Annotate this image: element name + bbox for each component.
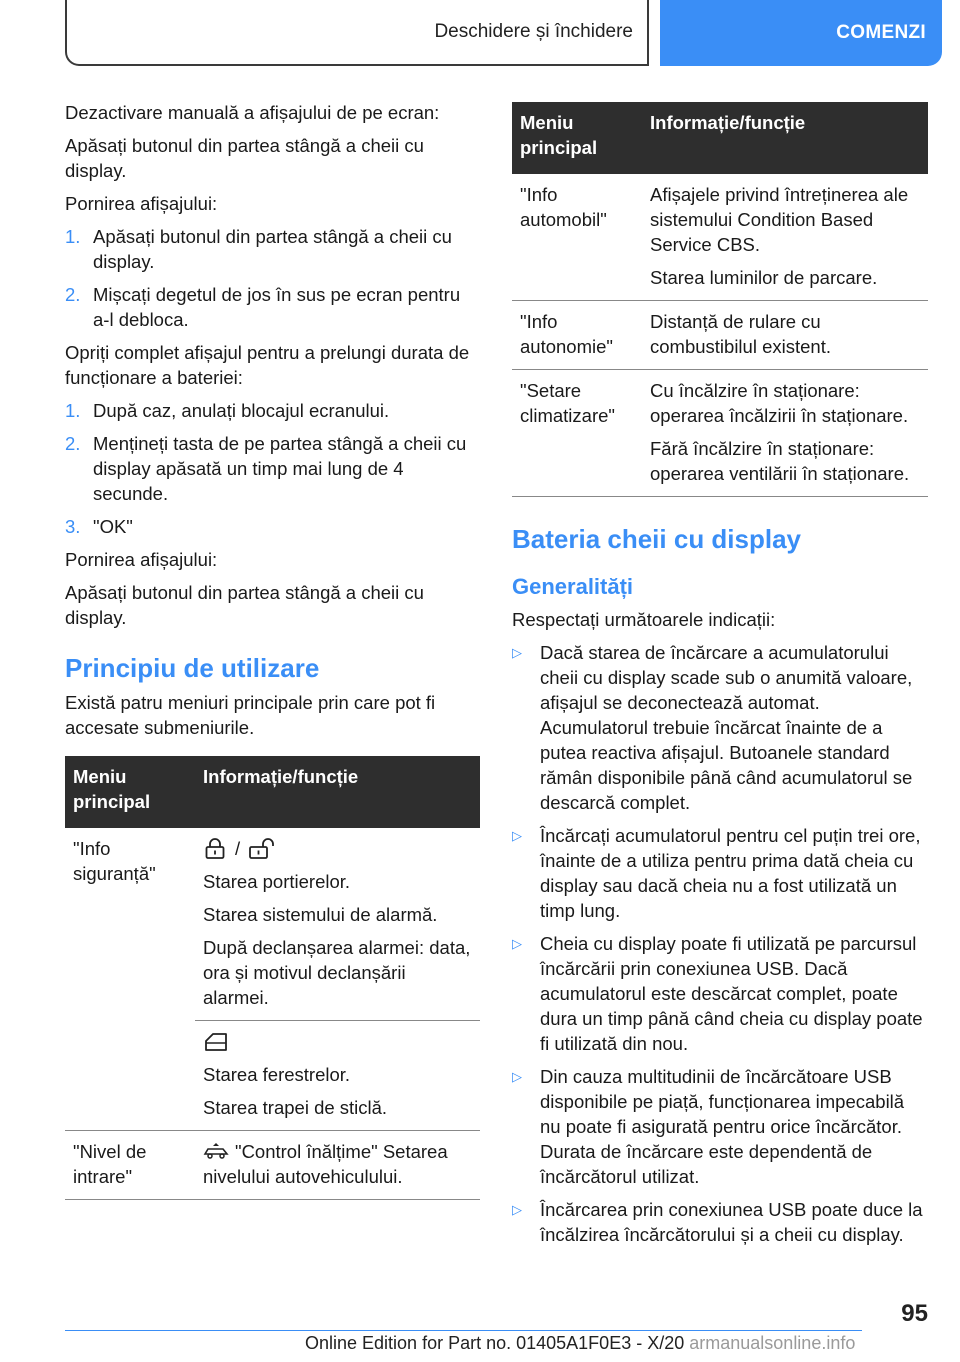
page-number: 95 — [901, 1300, 928, 1327]
list-item — [512, 823, 928, 923]
list-text: Apăsați butonul din partea stângă a cheii cu display. — [93, 226, 452, 272]
footer-edition — [305, 1333, 855, 1354]
right-column — [512, 102, 928, 1255]
paragraph: Apăsați butonul din partea stângă a cheii cu display. — [65, 135, 424, 181]
list-number: 1. — [65, 226, 81, 247]
triangle-bullet-icon: ▷ — [512, 1069, 522, 1084]
cell-text: Starea ferestrelor. — [203, 1064, 351, 1085]
icon-separator: / — [235, 838, 241, 859]
cell-text: Afișajele privind întreținerea ale sistemului Condition Based Service CBS. — [650, 184, 909, 255]
triangle-bullet-icon: ▷ — [512, 936, 522, 951]
table-header-row — [512, 102, 928, 174]
cell-text: După declanșarea alarmei: data, ora și motivul declanșării alarmei. — [203, 937, 471, 1008]
table-cell: "Info automobil" — [512, 174, 642, 301]
cell-text: Starea luminilor de parcare. — [650, 267, 878, 288]
list-item — [512, 640, 928, 815]
list-text: "OK" — [93, 516, 133, 537]
table-cell: "Info autonomie" — [512, 301, 642, 370]
list-number: 3. — [65, 516, 81, 537]
menu-table — [65, 756, 480, 1200]
list-item — [512, 1064, 928, 1189]
footer-divider — [65, 1330, 862, 1331]
list-text: După caz, anulați blocajul ecranului. — [93, 400, 390, 421]
table-cell — [65, 1021, 195, 1131]
list-item — [65, 431, 480, 506]
icon-row — [203, 1029, 474, 1054]
table-row — [512, 174, 928, 301]
left-column — [65, 100, 480, 1200]
lock-closed-icon — [203, 838, 227, 860]
section-heading: Principiu de utilizare — [65, 653, 320, 683]
paragraph: Respectați următoarele indicații: — [512, 609, 776, 630]
cell-text: Starea portierelor. — [203, 871, 351, 892]
list-number: 2. — [65, 433, 81, 454]
cell-text: Starea sistemului de alarmă. — [203, 904, 438, 925]
table-cell — [642, 301, 928, 370]
triangle-bullet-icon: ▷ — [512, 645, 522, 660]
cell-text-span: "Control înălțime" Setarea nivelului autovehiculului. — [203, 1141, 448, 1187]
paragraph: Pornirea afișajului: — [65, 549, 218, 570]
cell-text — [203, 1139, 474, 1189]
table-cell: "Setare climatizare" — [512, 370, 642, 497]
table-cell — [642, 174, 928, 301]
edition-text: Online Edition for Part no. 01405A1F0E3 - X/20 — [305, 1333, 685, 1353]
table-row — [65, 1131, 480, 1200]
vehicle-height-icon — [203, 1142, 229, 1160]
table-row — [65, 1021, 480, 1131]
list-text: Încărcarea prin conexiunea USB poate duce la încălzirea încărcătorului și a cheii cu display. — [540, 1199, 923, 1245]
list-item — [65, 282, 480, 332]
section-title: Deschidere și închidere — [434, 21, 633, 42]
lock-open-icon — [248, 838, 276, 860]
section-heading: Bateria cheii cu display — [512, 524, 802, 554]
table-row — [65, 828, 480, 1021]
paragraph: Dezactivare manuală a afișajului de pe ecran: — [65, 102, 440, 123]
paragraph: Opriți complet afișajul pentru a prelungi durata de funcționare a bateriei: — [65, 342, 470, 388]
table-cell — [642, 370, 928, 497]
list-text: Mențineți tasta de pe partea stângă a cheii cu display apăsată un timp mai lung de 4 secunde. — [93, 433, 467, 504]
column-header: Informație/funcție — [642, 102, 928, 174]
icon-row — [203, 836, 474, 861]
paragraph: Pornirea afișajului: — [65, 193, 218, 214]
list-number: 1. — [65, 400, 81, 421]
column-header: Meniu principal — [512, 102, 642, 174]
chapter-tab[interactable] — [660, 0, 942, 66]
list-item — [65, 398, 480, 423]
list-text: Mișcați degetul de jos în sus pe ecran pentru a-l debloca. — [93, 284, 461, 330]
column-header: Informație/funcție — [195, 756, 480, 828]
paragraph: Există patru meniuri principale prin care pot fi accesate submeniurile. — [65, 692, 436, 738]
triangle-bullet-icon: ▷ — [512, 828, 522, 843]
paragraph: Apăsați butonul din partea stângă a cheii cu display. — [65, 582, 424, 628]
table-row — [512, 370, 928, 497]
table-cell: "Nivel de intrare" — [65, 1131, 195, 1200]
list-item — [512, 931, 928, 1056]
list-item — [65, 514, 480, 539]
table-cell — [195, 1131, 480, 1200]
list-text: Din cauza multitudinii de încărcătoare USB disponibile pe piață, funcționarea impecabilă nu poate fi asigurată pentru orice încărcător. Durata de încărcare este dependentă de încărcătorul utilizat. — [540, 1066, 905, 1187]
section-header — [65, 0, 649, 66]
table-header-row — [65, 756, 480, 828]
table-cell — [195, 828, 480, 1021]
list-item — [65, 224, 480, 274]
window-icon — [203, 1032, 229, 1052]
table-row — [512, 301, 928, 370]
list-text: Încărcați acumulatorul pentru cel puțin trei ore, înainte de a utiliza pentru prima dată cheia cu display sau dacă cheia nu a fost utilizată un timp lung. — [540, 825, 921, 921]
cell-text: Fără încălzire în staționare: operarea ventilării în staționare. — [650, 438, 910, 484]
cell-text: Distanță de rulare cu combustibilul existent. — [650, 311, 831, 357]
chapter-title: COMENZI — [836, 22, 926, 43]
table-cell: "Info siguranță" — [73, 838, 156, 884]
watermark-text: armanualsonline.info — [689, 1333, 856, 1353]
list-item — [512, 1197, 928, 1247]
list-text: Cheia cu display poate fi utilizată pe parcursul încărcării prin conexiunea USB. Dacă acumulatorul este descărcat complet, poate dura un timp până când cheia cu display poate fi utilizată din nou. — [540, 933, 923, 1054]
cell-text: Starea trapei de sticlă. — [203, 1097, 388, 1118]
list-number: 2. — [65, 284, 81, 305]
list-text: Dacă starea de încărcare a acumulatorului cheii cu display scade sub o anumită valoare, afișajul se deconectează automat. Acumulatorul trebuie încărcat înainte de a putea reactiva afișajul. Butoanele standard rămân disponibile până când acumulatorul se descarcă complet. — [540, 642, 913, 813]
triangle-bullet-icon: ▷ — [512, 1202, 522, 1217]
menu-table — [512, 102, 928, 497]
subsection-heading: Generalități — [512, 574, 634, 599]
cell-text: Cu încălzire în staționare: operarea încălzirii în staționare. — [650, 380, 909, 426]
table-cell — [195, 1021, 480, 1131]
column-header: Meniu principal — [65, 756, 195, 828]
